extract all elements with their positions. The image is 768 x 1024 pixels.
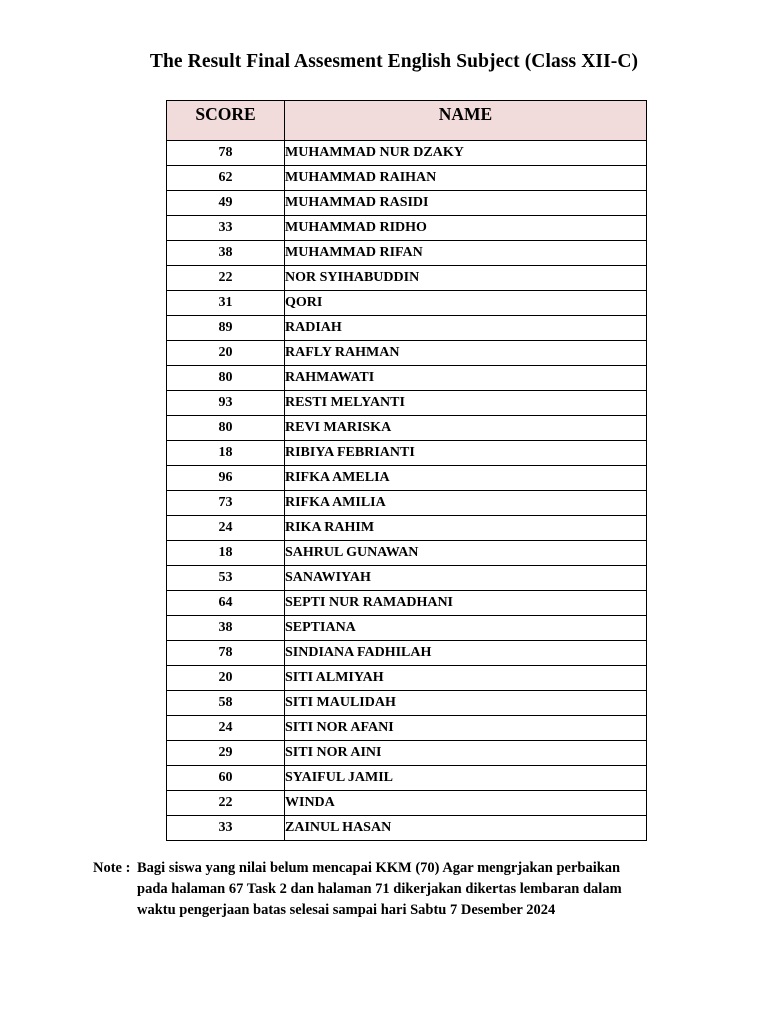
- score-cell: 60: [167, 766, 285, 791]
- name-cell: SITI MAULIDAH: [285, 691, 647, 716]
- name-cell: RIKA RAHIM: [285, 516, 647, 541]
- score-cell: 33: [167, 816, 285, 841]
- page-title: The Result Final Assesment English Subject (Class XII-C): [149, 51, 639, 72]
- name-cell: MUHAMMAD RIDHO: [285, 216, 647, 241]
- score-cell: 73: [167, 491, 285, 516]
- name-cell: SITI NOR AINI: [285, 741, 647, 766]
- name-cell: REVI MARISKA: [285, 416, 647, 441]
- note-line: waktu pengerjaan batas selesai sampai hari Sabtu 7 Desember 2024: [137, 902, 556, 918]
- table-row: [167, 716, 647, 741]
- name-cell: MUHAMMAD RIFAN: [285, 241, 647, 266]
- score-cell: 49: [167, 191, 285, 216]
- note-body: [137, 858, 697, 921]
- score-cell: 64: [167, 591, 285, 616]
- table-row: [167, 166, 647, 191]
- note-label: Note :: [93, 860, 131, 876]
- table-row: [167, 216, 647, 241]
- score-cell: 29: [167, 741, 285, 766]
- name-cell: SITI NOR AFANI: [285, 716, 647, 741]
- name-cell: MUHAMMAD NUR DZAKY: [285, 141, 647, 166]
- score-cell: 24: [167, 516, 285, 541]
- name-cell: SAHRUL GUNAWAN: [285, 541, 647, 566]
- score-cell: 80: [167, 366, 285, 391]
- score-cell: 96: [167, 466, 285, 491]
- name-cell: MUHAMMAD RASIDI: [285, 191, 647, 216]
- score-cell: 58: [167, 691, 285, 716]
- score-cell: 80: [167, 416, 285, 441]
- name-cell: NOR SYIHABUDDIN: [285, 266, 647, 291]
- name-cell: MUHAMMAD RAIHAN: [285, 166, 647, 191]
- name-cell: SEPTI NUR RAMADHANI: [285, 591, 647, 616]
- name-cell: QORI: [285, 291, 647, 316]
- table-row: [167, 241, 647, 266]
- note-line: pada halaman 67 Task 2 dan halaman 71 dikerjakan dikertas lembaran dalam: [137, 881, 622, 897]
- name-cell: RADIAH: [285, 316, 647, 341]
- name-cell: RAFLY RAHMAN: [285, 341, 647, 366]
- table-row: [167, 816, 647, 841]
- table-row: [167, 691, 647, 716]
- table-header-row: [167, 101, 647, 141]
- table-row: [167, 441, 647, 466]
- note-line: Bagi siswa yang nilai belum mencapai KKM (70) Agar mengrjakan perbaikan: [137, 860, 621, 876]
- name-cell: SITI ALMIYAH: [285, 666, 647, 691]
- score-cell: 62: [167, 166, 285, 191]
- results-table: [166, 100, 647, 841]
- score-cell: 22: [167, 791, 285, 816]
- name-cell: RIFKA AMILIA: [285, 491, 647, 516]
- score-cell: 22: [167, 266, 285, 291]
- table-row: [167, 491, 647, 516]
- name-cell: SINDIANA FADHILAH: [285, 641, 647, 666]
- table-row: [167, 666, 647, 691]
- score-cell: 33: [167, 216, 285, 241]
- name-cell: RIBIYA FEBRIANTI: [285, 441, 647, 466]
- name-cell: SEPTIANA: [285, 616, 647, 641]
- table-row: [167, 566, 647, 591]
- table-row: [167, 591, 647, 616]
- table-row: [167, 316, 647, 341]
- name-cell: RIFKA AMELIA: [285, 466, 647, 491]
- table-row: [167, 416, 647, 441]
- table-row: [167, 616, 647, 641]
- name-cell: RESTI MELYANTI: [285, 391, 647, 416]
- table-row: [167, 366, 647, 391]
- score-cell: 20: [167, 666, 285, 691]
- score-cell: 53: [167, 566, 285, 591]
- score-cell: 24: [167, 716, 285, 741]
- score-cell: 18: [167, 541, 285, 566]
- table-row: [167, 266, 647, 291]
- table-row: [167, 791, 647, 816]
- score-cell: 38: [167, 616, 285, 641]
- table-row: [167, 541, 647, 566]
- score-cell: 78: [167, 641, 285, 666]
- table-body: [167, 141, 647, 841]
- table-row: [167, 391, 647, 416]
- name-cell: WINDA: [285, 791, 647, 816]
- score-cell: 20: [167, 341, 285, 366]
- table-row: [167, 341, 647, 366]
- score-cell: 18: [167, 441, 285, 466]
- table-row: [167, 466, 647, 491]
- score-column-header: SCORE: [167, 101, 285, 141]
- score-cell: 89: [167, 316, 285, 341]
- name-cell: SANAWIYAH: [285, 566, 647, 591]
- score-cell: 93: [167, 391, 285, 416]
- name-cell: ZAINUL HASAN: [285, 816, 647, 841]
- table-row: [167, 766, 647, 791]
- name-column-header: NAME: [285, 101, 647, 141]
- name-cell: RAHMAWATI: [285, 366, 647, 391]
- table-row: [167, 641, 647, 666]
- score-cell: 31: [167, 291, 285, 316]
- score-cell: 78: [167, 141, 285, 166]
- table-row: [167, 141, 647, 166]
- score-cell: 38: [167, 241, 285, 266]
- table-row: [167, 191, 647, 216]
- table-row: [167, 291, 647, 316]
- name-cell: SYAIFUL JAMIL: [285, 766, 647, 791]
- table-row: [167, 516, 647, 541]
- table-row: [167, 741, 647, 766]
